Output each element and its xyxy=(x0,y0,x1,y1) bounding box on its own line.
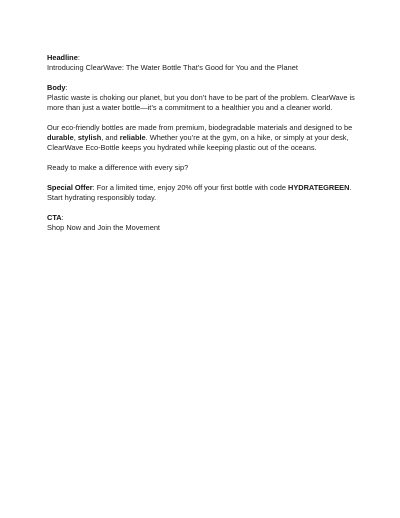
body-paragraph-3: Ready to make a difference with every sip? xyxy=(47,163,189,172)
body-paragraph-2-start: Our eco-friendly bottles are made from premium, biodegradable materials and designed to be xyxy=(47,123,353,132)
headline-label: Headline xyxy=(47,53,78,62)
body-paragraph-2 xyxy=(47,123,365,153)
separator-2: , and xyxy=(101,133,120,142)
special-offer-text-start: : For a limited time, enjoy 20% off your first bottle with code xyxy=(92,183,288,192)
cta-label-line: CTA: xyxy=(47,213,64,222)
body-paragraph-1: Plastic waste is choking our planet, but you don’t have to be part of the problem. ClearWave is more than just a water bottle—it’s a commitment to a healthier you and a cleaner world. xyxy=(47,93,355,112)
headline-label-line: Headline: xyxy=(47,53,80,62)
body-paragraph-2-end: . Whether you’re at the gym, on a hike, or simply at your desk, ClearWave Eco-Bottle keeps you hydrated while keeping plastic out of the oceans. xyxy=(47,133,349,152)
body-label-line: Body: xyxy=(47,83,68,92)
special-offer-paragraph xyxy=(47,183,365,203)
promo-code: HYDRATEGREEN xyxy=(287,183,350,192)
special-offer-label: Special Offer xyxy=(47,183,93,192)
bold-reliable: reliable xyxy=(119,133,146,142)
document-content xyxy=(47,53,365,233)
special-offer-text-end: . Start hydrating responsibly today. xyxy=(47,183,352,202)
headline-text: Introducing ClearWave: The Water Bottle That’s Good for You and the Planet xyxy=(47,63,298,72)
cta-label: CTA xyxy=(47,213,62,222)
separator-1: , xyxy=(73,133,78,142)
bold-durable: durable xyxy=(47,133,74,142)
cta-text: Shop Now and Join the Movement xyxy=(47,223,160,232)
body-label: Body xyxy=(47,83,66,92)
bold-stylish: stylish xyxy=(77,133,102,142)
